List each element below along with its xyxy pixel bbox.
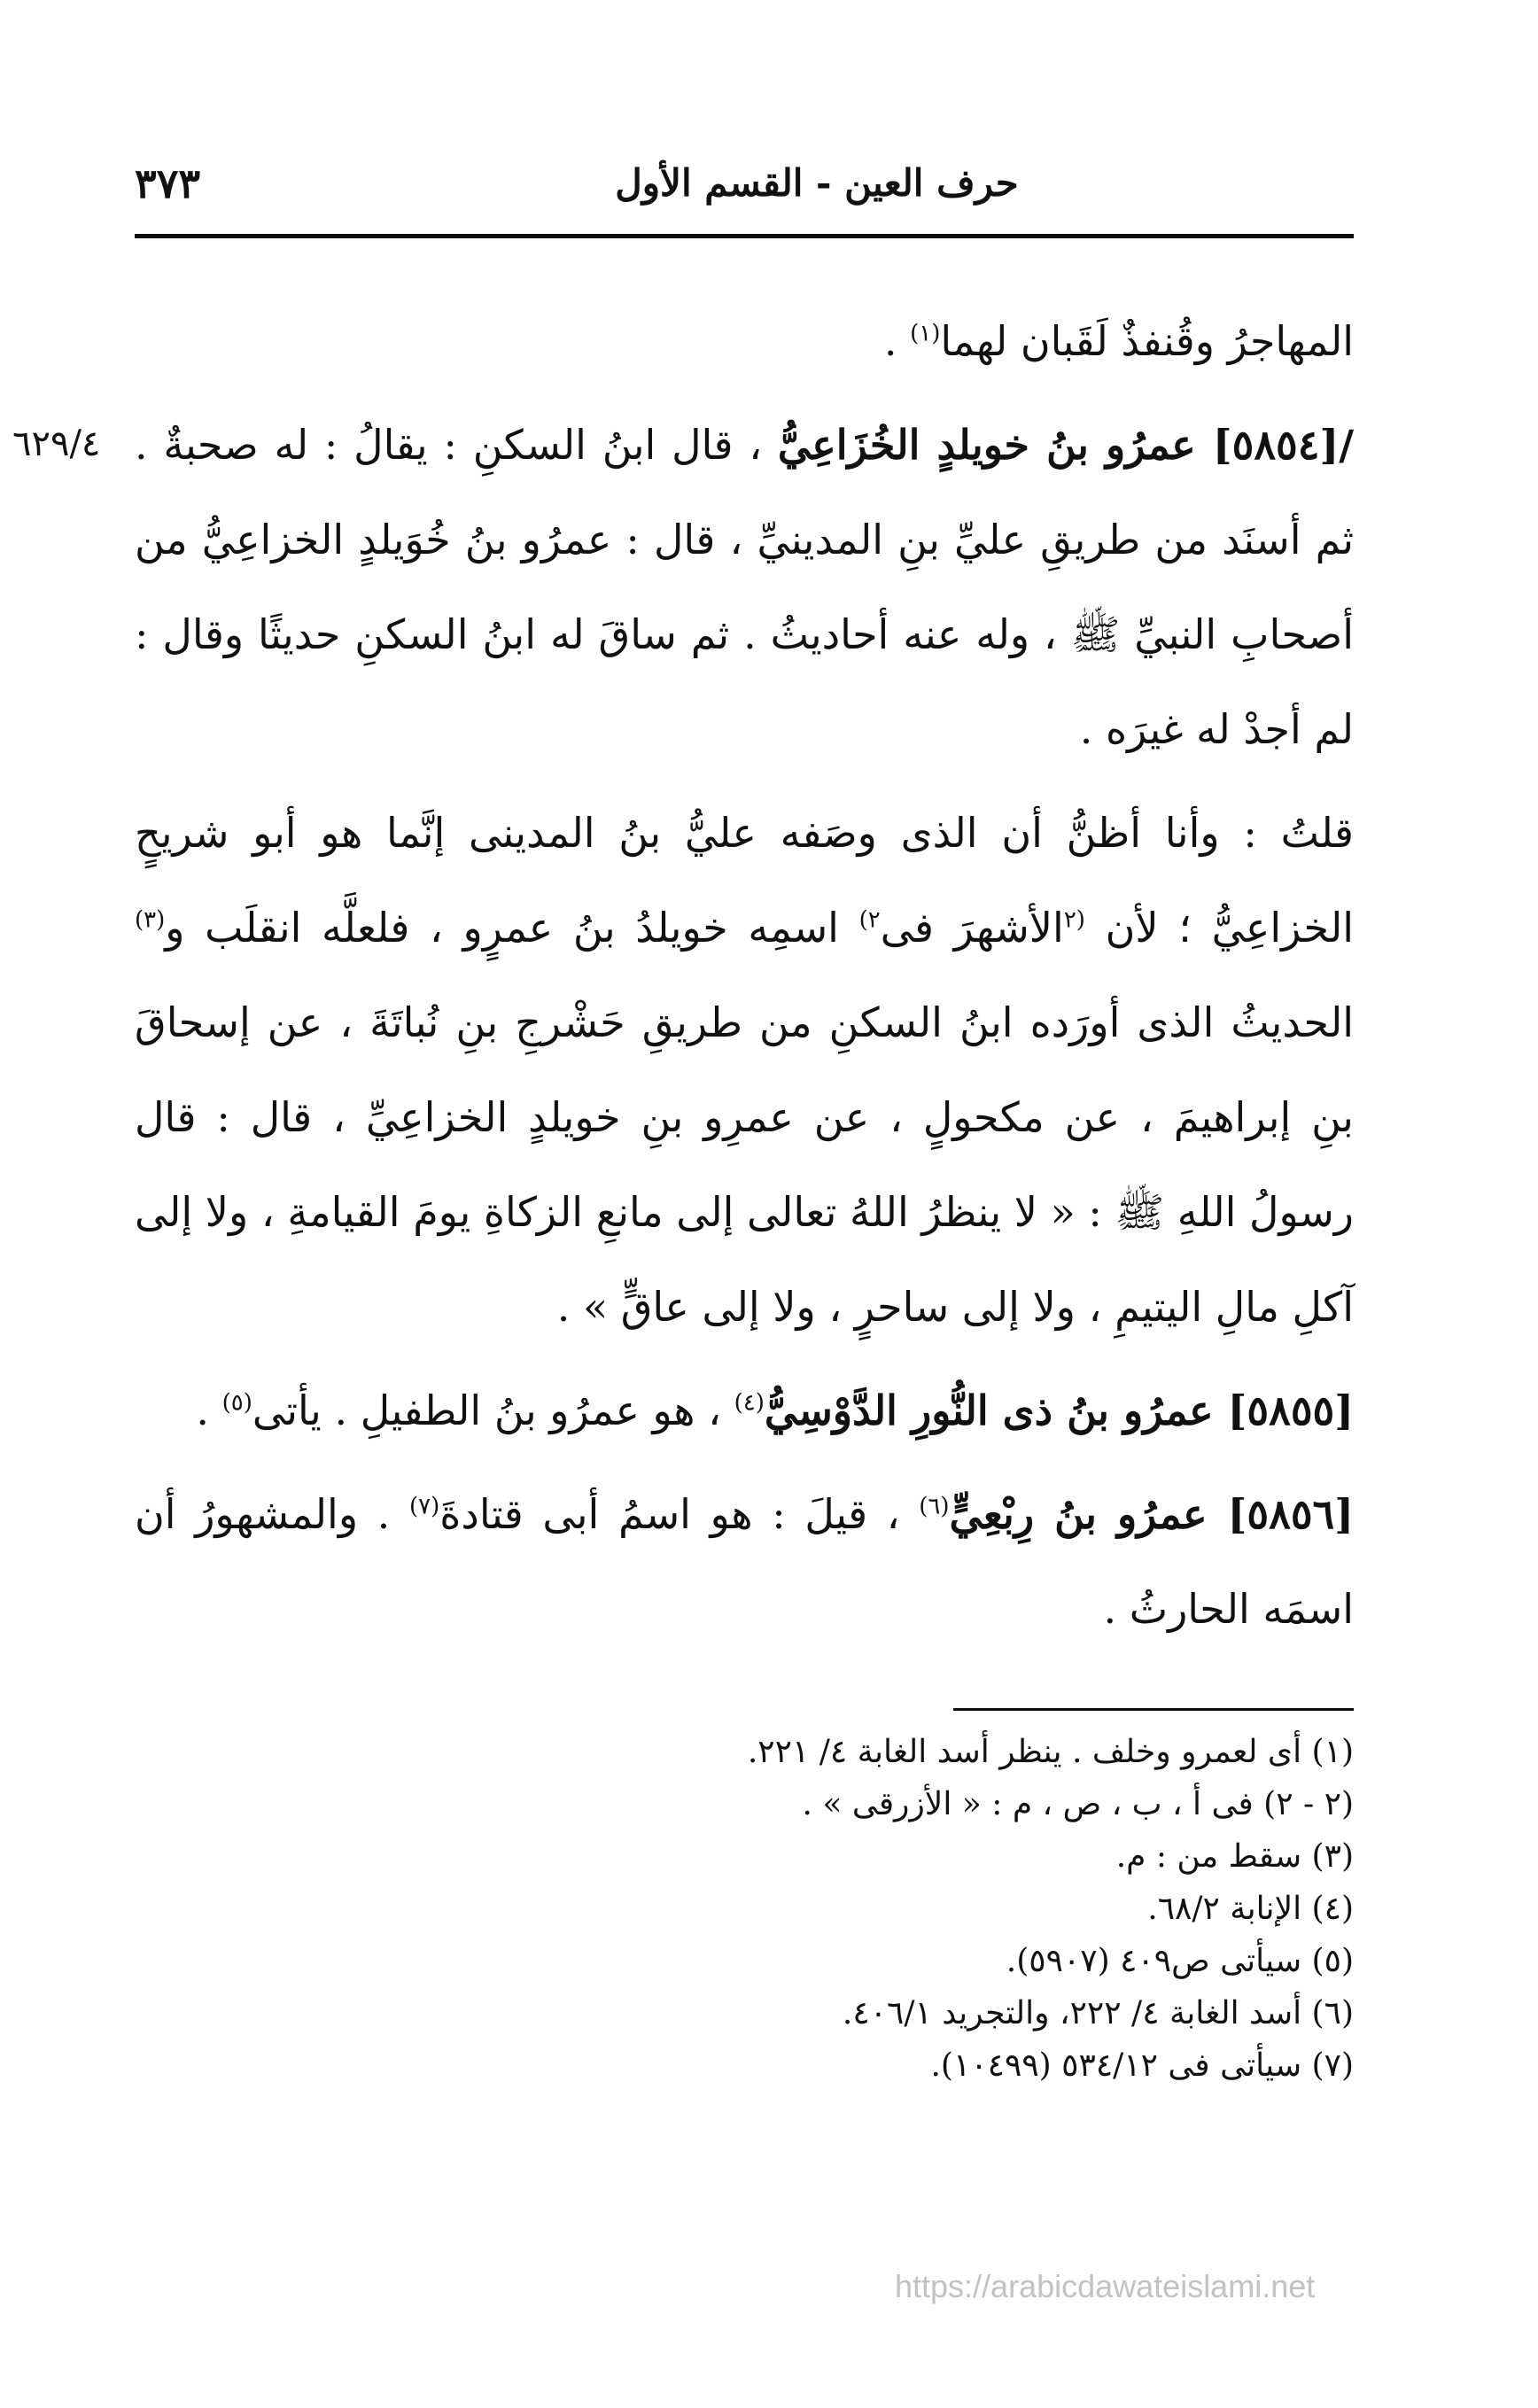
footnote: (٧) سيأتى فى ٥٣٤/١٢ (١٠٤٩٩). (930, 2047, 1354, 2084)
page-number: ٣٧٣ (135, 159, 201, 207)
watermark-url: https://arabicdawateislami.net (895, 2268, 1316, 2304)
text-run: . (196, 1387, 222, 1434)
body-text (135, 294, 1354, 1657)
footnote: (١) أى لعمرو وخلف . ينظر أسد الغابة ٤/ ٢٢١. (747, 1734, 1354, 1770)
text-run: ، هو عمرُو بنُ الطفيلِ . يأتى (252, 1387, 734, 1434)
paragraph (135, 1363, 1354, 1458)
footnote: (٣) سقط من : م. (1115, 1838, 1354, 1875)
paragraph (135, 294, 1354, 389)
footnote-rule (953, 1708, 1354, 1711)
footnote-ref: (٣) (135, 906, 166, 934)
footnote: (٥) سيأتى ص٤٠٩ (٥٩٠٧). (1006, 1943, 1354, 1979)
footnote-ref: ٢) (858, 906, 881, 934)
footnote-ref: (٦) (919, 1493, 950, 1520)
text-run: . والمشهورُ أن اسمَه الحارثُ . (135, 1490, 1354, 1633)
footnote: (٦) أسد الغابة ٤/ ٢٢٢، والتجريد ٤٠٦/١. (842, 1995, 1354, 2031)
paragraph (135, 786, 1354, 1355)
footnote-ref: (٥) (221, 1389, 252, 1417)
footnote: (٢ - ٢) فى أ ، ب ، ص ، م : « الأزرقى » . (802, 1786, 1354, 1822)
entry-heading: [٥٨٥٥] عمرُو بنُ ذى النُّورِ الدَّوْسِيُّ (764, 1387, 1354, 1434)
footnote: (٤) الإنابة ٦٨/٢. (1147, 1891, 1354, 1927)
running-title: حرف العين - القسم الأول (615, 161, 1019, 205)
header-rule (135, 234, 1354, 238)
footnote-ref: (١) (910, 320, 941, 347)
page-header (135, 159, 1354, 221)
text-run: ، قيلَ : هو اسمُ أبى قتادةَ (439, 1490, 920, 1538)
text-run: قلتُ : وأنا أظنُّ أن الذى وصَفه عليُّ بنُ المدينى إنَّما هو أبو شريحٍ الخزاعِيُّ ؛ لأن (135, 809, 1355, 952)
text-run: الحديثُ الذى أورَده ابنُ السكنِ من طريقِ حَشْرجِ بنِ نُباتَةَ ، عن إسحاقَ بنِ إبراهيمَ ، عن مكحولٍ ، عن عمرِو بنِ خويلدٍ الخزاعِيِّ ، قال : قال رسولُ اللهِ ﷺ : « لا ينظرُ اللهُ تعالى إلى مانعِ الزكاةِ يومَ القيامةِ ، ولا إلى آكلِ مالِ اليتيمِ ، ولا إلى ساحرٍ ، ولا إلى عاقٍّ » . (135, 998, 1354, 1331)
footnote-ref: (٤) (734, 1389, 765, 1417)
entry-heading: /[ (1319, 421, 1355, 469)
footnote-ref: (٢ (1063, 906, 1085, 934)
text-run: . (883, 317, 911, 365)
text-run: ، قال ابنُ السكنِ : يقالُ : له صحبةٌ . ثم أسنَد من طريقِ عليِّ بنِ المدينيِّ ، قال : عمرُو بنُ خُوَيلدٍ الخزاعِيُّ من أصحابِ النبيِّ ﷺ ، وله عنه أحاديثُ . ثم ساقَ له ابنُ السكنِ حديثًا وقال : لم أجدْ له غيرَه . (135, 421, 1354, 753)
entry-heading: [٥٨٥٦] عمرُو بنُ رِبْعِيٍّ (949, 1490, 1355, 1538)
text-run: اسمِه خويلدُ بنُ عمرٍو ، فلعلَّه انقلَب و (165, 904, 859, 952)
entry-heading: ٥٨٥٤] عمرُو بنُ خويلدٍ الخُزَاعِيُّ (777, 421, 1320, 469)
text-run: المهاجرُ وقُنفذٌ لَقَبان لهما (940, 317, 1354, 365)
footnote-ref: (٧) (408, 1493, 440, 1520)
paragraph (135, 398, 1354, 777)
margin-reference: ٦٢٩/٤ (12, 423, 101, 464)
footnotes (135, 1726, 1354, 2092)
text-run: الأشهرَ فى (880, 904, 1064, 952)
paragraph (135, 1467, 1354, 1657)
